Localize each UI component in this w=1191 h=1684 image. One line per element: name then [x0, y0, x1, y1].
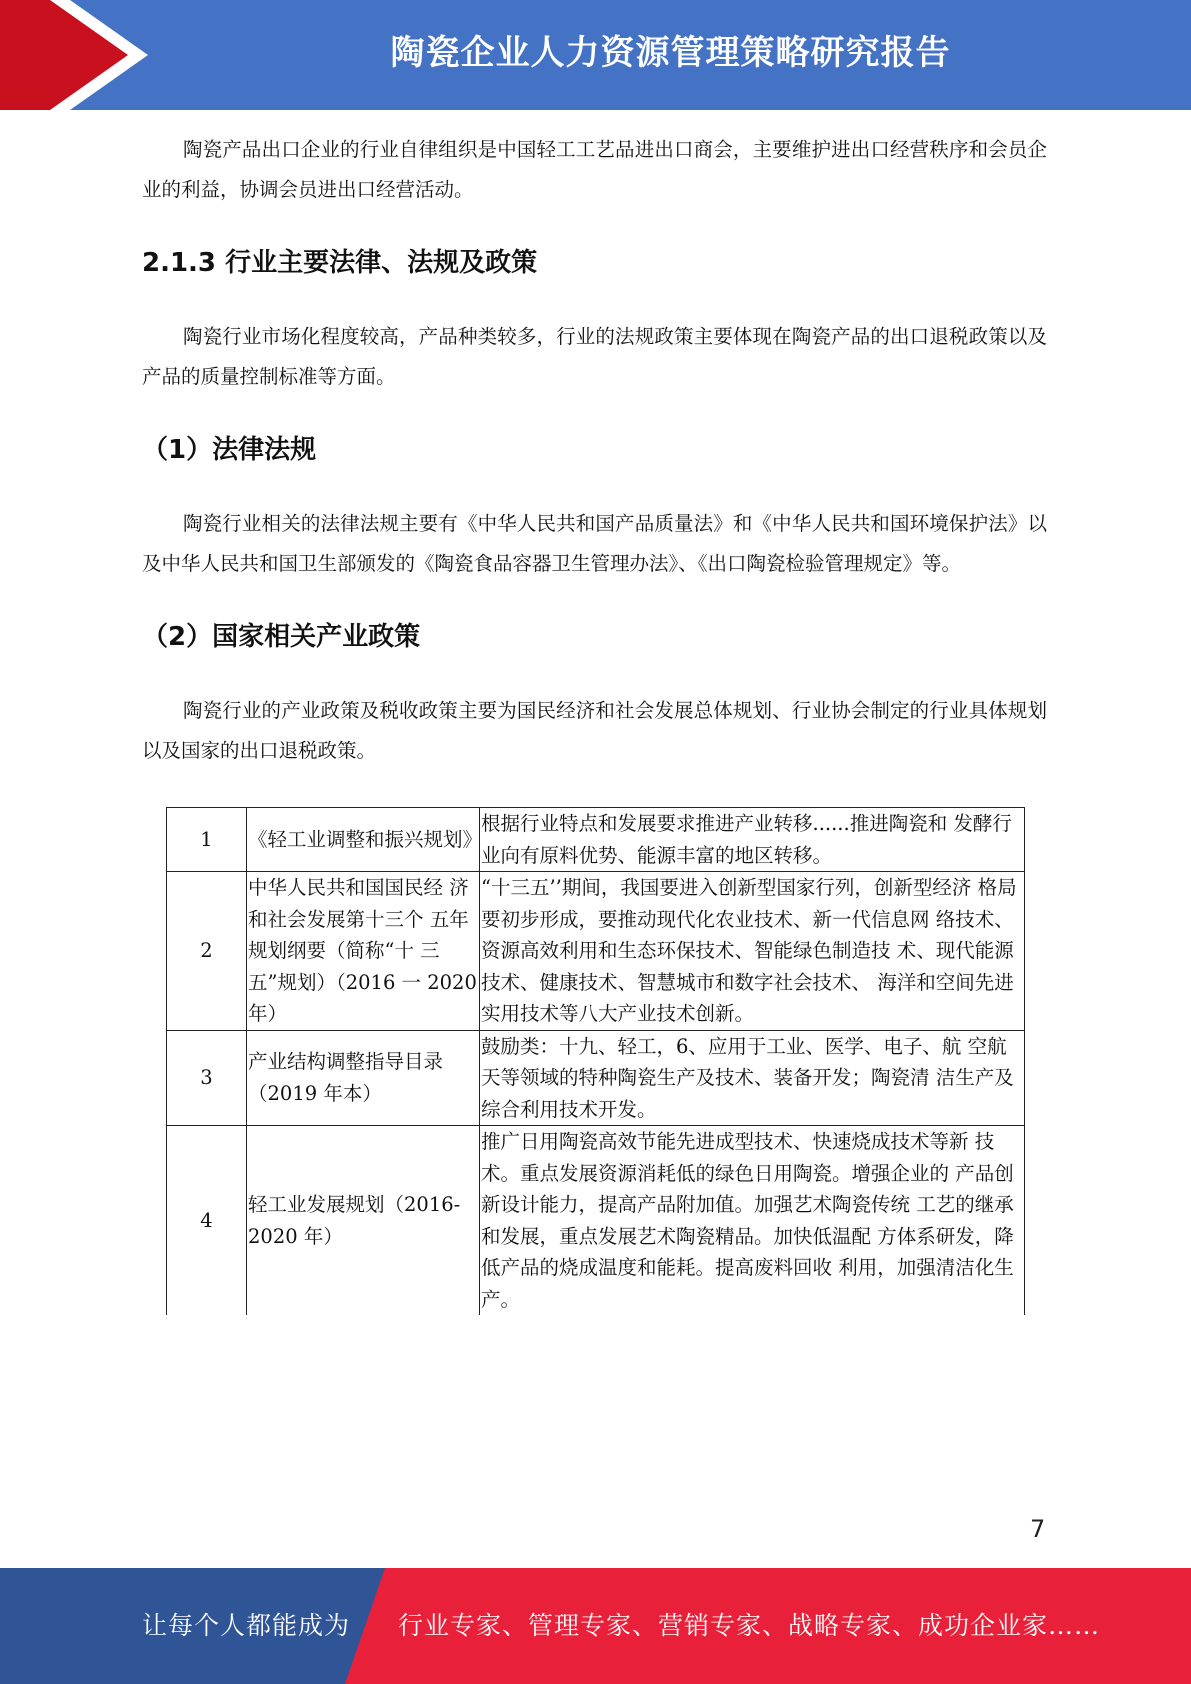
policy-description: “十三五’’期间，我国要进入创新型国家行列，创新型经济 格局要初步形成，要推动现代化农业技术、新一代信息网 络技术、资源高效利用和生态环保技术、智能绿色制造技 术、现代能源技术、健康技术、智慧城市和数字社会技术、 海洋和空间先进实用技术等八大产业技术创新。 — [480, 872, 1025, 1031]
row-number: 1 — [167, 808, 247, 872]
paragraph-self-regulation: 陶瓷产品出口企业的行业自律组织是中国轻工工艺品进出口商会，主要维护进出口经营秩序和会员企业的利益，协调会员进出口经营活动。 — [142, 138, 1047, 201]
table-row — [167, 1126, 1025, 1316]
footer-slogan-left: 让每个人都能成为 — [142, 1611, 351, 1640]
row-number: 3 — [167, 1030, 247, 1126]
row-number: 4 — [167, 1126, 247, 1316]
table-row — [167, 1030, 1025, 1126]
footer-slogan-right: 行业专家、管理专家、营销专家、战略专家、成功企业家…… — [398, 1611, 1101, 1640]
paragraph-policy-overview: 陶瓷行业市场化程度较高，产品种类较多，行业的法规政策主要体现在陶瓷产品的出口退税政策以及产品的质量控制标准等方面。 — [142, 325, 1047, 388]
policy-name: 轻工业发展规划（2016-2020 年） — [247, 1126, 480, 1316]
policy-table — [166, 807, 1025, 1315]
policy-description: 根据行业特点和发展要求推进产业转移......推进陶瓷和 发酵行业向有原料优势、能源丰富的地区转移。 — [480, 808, 1025, 872]
paragraph-laws: 陶瓷行业相关的法律法规主要有《中华人民共和国产品质量法》和《中华人民共和国环境保护法》以及中华人民共和国卫生部颁发的《陶瓷食品容器卫生管理办法》、《出口陶瓷检验管理规定》等。 — [142, 512, 1047, 575]
paragraph-industry-policy: 陶瓷行业的产业政策及税收政策主要为国民经济和社会发展总体规划、行业协会制定的行业具体规划以及国家的出口退税政策。 — [142, 699, 1047, 762]
policy-name: 中华人民共和国国民经 济和社会发展第十三个 五年规划纲要（简称“十 三五”规划）（2016 一 2020 年） — [247, 872, 480, 1031]
subheading-industry-policy: （2）国家相关产业政策 — [142, 622, 421, 652]
page-number: 7 — [1030, 1515, 1046, 1543]
header-banner — [0, 0, 1191, 110]
subheading-laws: （1）法律法规 — [142, 435, 317, 465]
row-number: 2 — [167, 872, 247, 1031]
policy-name: 《轻工业调整和振兴规划》 — [247, 808, 480, 872]
report-title: 陶瓷企业人力资源管理策略研究报告 — [390, 33, 951, 73]
policy-description: 鼓励类：十九、轻工，6、应用于工业、医学、电子、航 空航天等领域的特种陶瓷生产及技术、装备开发；陶瓷清 洁生产及综合利用技术开发。 — [480, 1030, 1025, 1126]
footer-banner — [0, 1568, 1191, 1684]
table-row — [167, 872, 1025, 1031]
policy-description: 推广日用陶瓷高效节能先进成型技术、快速烧成技术等新 技术。重点发展资源消耗低的绿色日用陶瓷。增强企业的 产品创新设计能力，提高产品附加值。加强艺术陶瓷传统 工艺的继承和发展，重点发展艺术陶瓷精品。加快低温配 方体系研发，降低产品的烧成温度和能耗。提高废料回收 利用，加强清洁化生产。 — [480, 1126, 1025, 1316]
policy-name: 产业结构调整指导目录（2019 年本） — [247, 1030, 480, 1126]
header-arrow-decoration — [0, 0, 160, 110]
table-row — [167, 808, 1025, 872]
section-heading-2-1-3: 2.1.3 行业主要法律、法规及政策 — [142, 248, 538, 278]
main-content — [142, 130, 1047, 771]
